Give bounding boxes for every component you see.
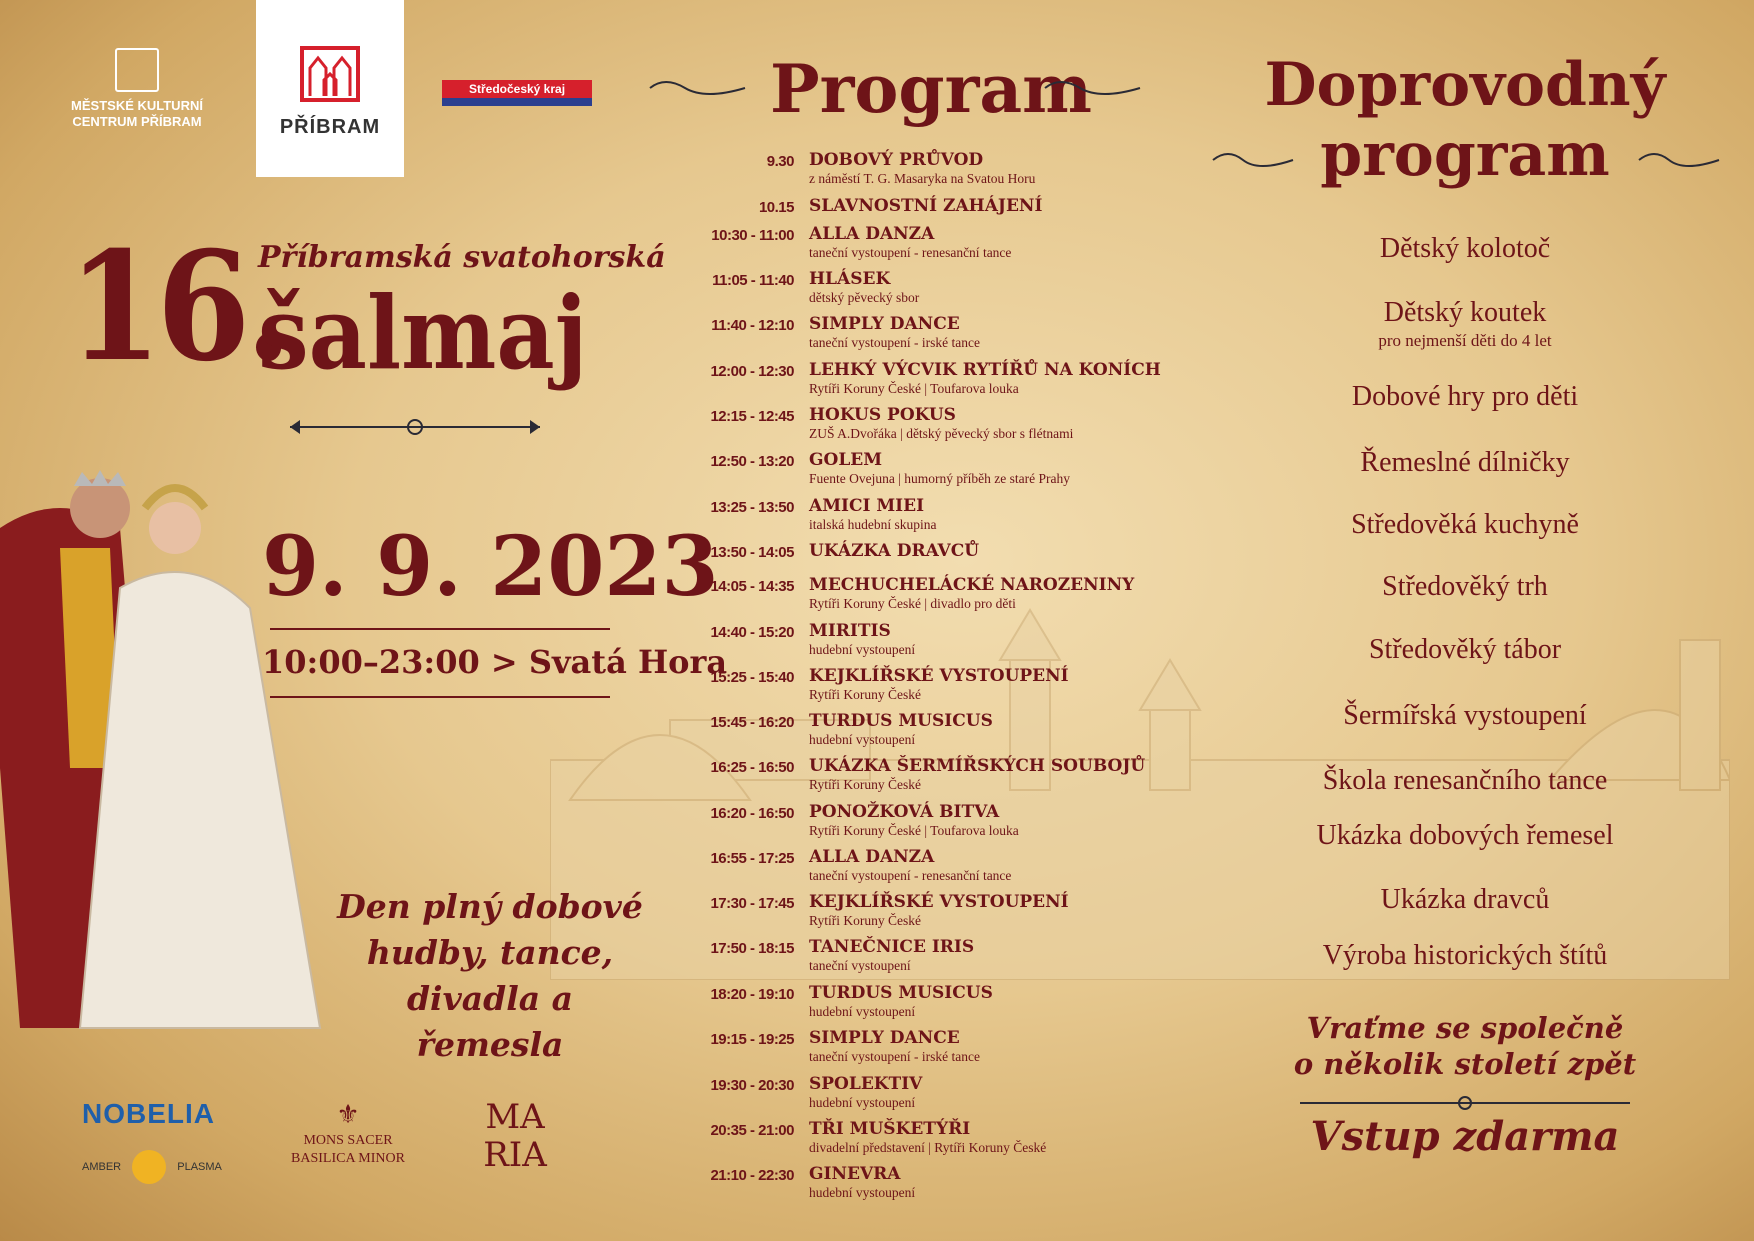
program-item [690,224,1180,268]
program-desc: taneční vystoupení - irské tance [809,335,980,350]
program-desc: hudební vystoupení [809,732,916,747]
program-item [690,1119,1180,1163]
program-item [690,892,1180,936]
program-item [690,937,1180,981]
dp-item: Dětský koutek [1383,297,1547,328]
program-time: 18:20 - 19:10 [710,986,794,1003]
maria-line-2: RIA [483,1135,547,1175]
program-item [690,983,1180,1027]
program-desc: taneční vystoupení - renesanční tance [809,868,1012,883]
kraj-logo-text: Středočeský kraj [442,80,592,98]
dp-item: Středověký tábor [1368,634,1562,665]
dp-item: Ukázka dobových řemesel [1316,820,1614,851]
kraj-logo-stripe [442,98,592,106]
program-desc: z náměstí T. G. Masaryka na Svatou Horu [809,171,1036,186]
program-name: LEHKÝ VÝCVIK RYTÍŘŮ NA KONÍCH [809,360,1161,380]
mkc-icon [115,48,159,92]
program-title: Program [770,50,1092,128]
program-item [690,496,1180,540]
dp-right-ornament-icon [1634,146,1724,174]
program-name: MECHUCHELÁCKÉ NAROZENINY [809,575,1135,595]
dp-item: Dětský kolotoč [1379,233,1551,264]
mons-line-1: MONS SACER [303,1133,393,1148]
program-item [690,1028,1180,1072]
keys-crest-icon: ⚜ [336,1100,360,1129]
program-item [690,405,1180,449]
program-name: TŘI MUŠKETÝŘI [809,1119,971,1139]
program-time: 10:30 - 11:00 [711,227,794,244]
closing-line-2: o několik století zpět [1293,1047,1637,1081]
program-name: SIMPLY DANCE [809,1028,960,1048]
program-time: 13:25 - 13:50 [710,499,794,516]
program-item [690,802,1180,846]
program-time: 9.30 [766,153,794,170]
program-time: 10.15 [758,199,794,216]
program-desc: Rytíři Koruny České [809,777,921,792]
ornament-divider-icon [280,414,550,440]
program-time: 13:50 - 14:05 [710,544,794,561]
tagline [330,884,650,1068]
mkc-logo-text: MĚSTSKÉ KULTURNÍ CENTRUM PŘÍBRAM [71,98,203,129]
program-time: 16:55 - 17:25 [710,850,794,867]
right-scroll-ornament-icon [1040,74,1150,102]
program-time: 11:40 - 12:10 [711,317,794,334]
royal-couple-illustration [0,468,330,1052]
mons-sacer-logo [278,1098,418,1168]
closing-text [1285,1010,1645,1082]
maria-monogram-logo [460,1098,570,1188]
program-name: DOBOVÝ PRŮVOD [809,150,984,170]
program-time: 16:25 - 16:50 [710,759,794,776]
program-desc: hudební vystoupení [809,1185,916,1200]
program-item [690,450,1180,494]
dp-item: Dobové hry pro děti [1351,381,1579,412]
program-desc: hudební vystoupení [809,1095,916,1110]
amber-flower-icon [132,1150,166,1184]
program-desc: italská hudební skupina [809,517,937,532]
closing-line-1: Vraťme se společně [1306,1011,1624,1045]
program-desc: Rytíři Koruny České | Toufarova louka [809,823,1019,838]
dp-item-note: pro nejmenší děti do 4 let [1378,331,1552,350]
program-item [690,847,1180,891]
program-item [690,360,1180,404]
program-name: SIMPLY DANCE [809,314,960,334]
pribram-crest-icon [298,44,362,104]
program-item [690,575,1180,619]
doprovodny-title-line-2: program [1320,120,1610,190]
program-item [690,314,1180,358]
dp-item: Šermířská vystoupení [1343,700,1587,731]
dp-item: Ukázka dravců [1380,884,1550,915]
program-desc: Rytíři Koruny České | Toufarova louka [809,381,1019,396]
program-name: ALLA DANZA [809,224,935,244]
program-time: 19:30 - 20:30 [710,1077,794,1094]
dp-item: Škola renesančního tance [1322,765,1608,796]
program-time: 21:10 - 22:30 [710,1167,794,1184]
maria-line-1: MA [485,1097,545,1137]
doprovodny-title [1260,50,1670,190]
program-desc: dětský pěvecký sbor [809,290,920,305]
program-item [690,1074,1180,1118]
program-time: 12:50 - 13:20 [710,453,794,470]
program-name: UKÁZKA ŠERMÍŘSKÝCH SOUBOJŮ [809,756,1146,776]
tagline-line-2: hudby, tance, [366,933,614,972]
program-item [690,621,1180,665]
program-desc: divadelní představení | Rytíři Koruny České [809,1140,1047,1155]
mons-line-2: BASILICA MINOR [291,1151,405,1166]
tagline-line-1: Den plný dobové [337,887,643,926]
program-desc: Rytíři Koruny České | divadlo pro děti [809,596,1016,611]
program-desc: taneční vystoupení - irské tance [809,1049,980,1064]
program-time: 15:25 - 15:40 [710,669,794,686]
program-name: KEJKLÍŘSKÉ VYSTOUPENÍ [809,892,1069,912]
left-scroll-ornament-icon [645,74,755,102]
program-name: GINEVRA [809,1164,901,1184]
amber-text: AMBER [82,1160,122,1173]
event-subtitle: Příbramská svatohorská [258,240,666,275]
free-entry: Vstup zdarma [1310,1113,1620,1160]
event-date: 9. 9. 2023 [262,519,719,615]
program-name: TURDUS MUSICUS [809,983,993,1003]
program-desc: Rytíři Koruny České [809,687,921,702]
program-desc: taneční vystoupení [809,958,911,973]
closing-ornament-icon [1295,1093,1635,1113]
program-time: 14:40 - 15:20 [710,624,794,641]
program-item [690,1164,1180,1208]
program-name: SPOLEKTIV [809,1074,923,1094]
program-time: 20:35 - 21:00 [710,1122,794,1139]
mkc-logo [62,48,212,130]
amber-plasma-logo [82,1150,242,1184]
program-name: UKÁZKA DRAVCŮ [809,541,980,561]
program-name: KEJKLÍŘSKÉ VYSTOUPENÍ [809,666,1069,686]
dp-item: Středověká kuchyně [1351,509,1579,540]
program-desc: ZUŠ A.Dvořáka | dětský pěvecký sbor s flétnami [809,426,1074,441]
program-name: AMICI MIEI [809,496,925,516]
program-time: 19:15 - 19:25 [710,1031,794,1048]
program-time: 16:20 - 16:50 [710,805,794,822]
program-item [690,711,1180,755]
dp-item: Řemeslné dílničky [1360,447,1570,478]
dp-item: Středověký trh [1382,571,1548,602]
program-item [690,150,1180,194]
program-time: 15:45 - 16:20 [710,714,794,731]
program-time: 11:05 - 11:40 [712,272,794,289]
program-name: HLÁSEK [809,269,891,289]
program-name: HOKUS POKUS [809,405,956,425]
program-item [690,269,1180,313]
program-name: TURDUS MUSICUS [809,711,993,731]
pribram-logo [256,0,404,177]
program-name: MIRITIS [809,621,891,641]
program-desc: Rytíři Koruny České [809,913,921,928]
plasma-text: PLASMA [177,1160,222,1173]
program-item [690,756,1180,800]
program-name: TANEČNICE IRIS [809,937,975,957]
pribram-logo-text: PŘÍBRAM [279,116,381,138]
program-desc: hudební vystoupení [809,1004,916,1019]
program-time: 12:00 - 12:30 [710,363,794,380]
stredocesky-kraj-logo [442,80,608,110]
program-name: PONOŽKOVÁ BITVA [809,802,1000,822]
tagline-line-3: divadla a řemesla [406,979,574,1064]
edition-number: 16. [68,219,287,395]
program-time: 14:05 - 14:35 [710,578,794,595]
event-title: šalmaj [258,274,588,392]
doprovodny-title-line-1: Doprovodný [1264,50,1666,120]
program-name: GOLEM [809,450,883,470]
dp-item: Výroba historických štítů [1322,940,1608,971]
nobelia-logo: NOBELIA [82,1098,215,1129]
program-desc: hudební vystoupení [809,642,916,657]
program-item [690,666,1180,710]
program-desc: Fuente Ovejuna | humorný příběh ze staré Prahy [809,471,1071,486]
event-time-place: 10:00–23:00 > Svatá Hora [262,643,728,681]
program-name: SLAVNOSTNÍ ZAHÁJENÍ [809,196,1043,216]
program-desc: taneční vystoupení - renesanční tance [809,245,1012,260]
program-name: ALLA DANZA [809,847,935,867]
program-time: 12:15 - 12:45 [710,408,794,425]
program-time: 17:30 - 17:45 [710,895,794,912]
program-time: 17:50 - 18:15 [710,940,794,957]
